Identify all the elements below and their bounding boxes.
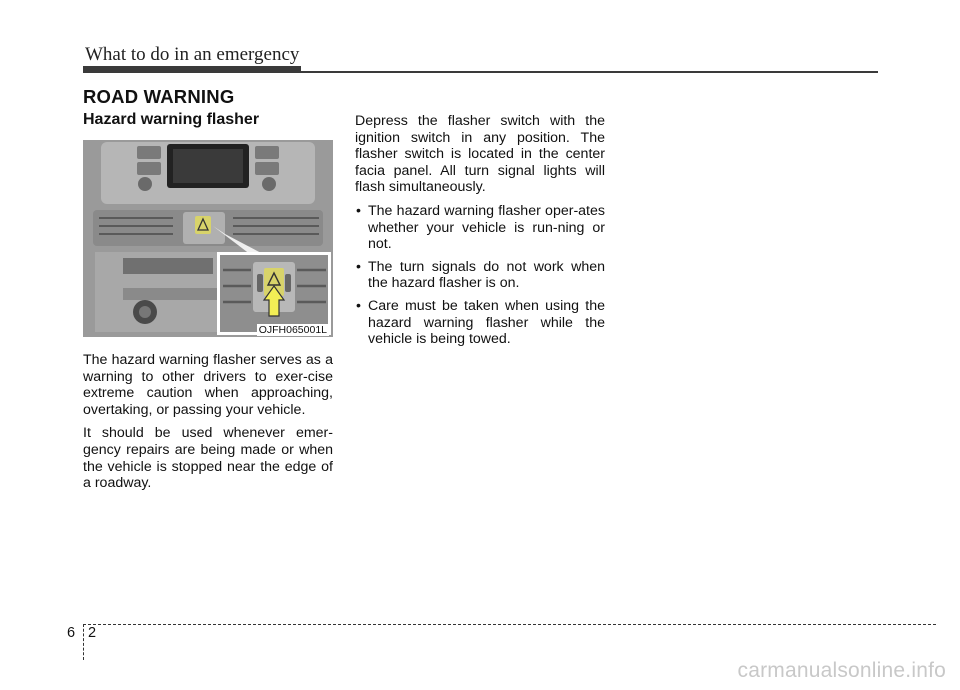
header-rule: [300, 71, 878, 73]
footer-rule: [83, 624, 936, 625]
subheading: Hazard warning flasher: [83, 111, 260, 128]
bullet-icon: •: [356, 202, 361, 219]
section-title: ROAD WARNING: [83, 86, 235, 107]
list-item-text: Care must be taken when using the hazard warning flasher while the vehicle is being towed.: [368, 297, 605, 348]
bullet-list: [355, 203, 605, 348]
list-item-text: The hazard warning flasher oper-ates whether your vehicle is run-ning or not.: [368, 202, 605, 253]
header-bar: [83, 66, 301, 73]
list-item: [355, 298, 605, 348]
watermark: carmanualsonline.info: [737, 659, 946, 682]
hazard-switch-figure: [83, 140, 333, 337]
running-head: What to do in an emergency: [85, 44, 300, 65]
page-number: 2: [88, 625, 97, 641]
intro-paragraph: Depress the flasher switch with the ignition switch in any position. The flasher switch is located in the center facia panel. All turn signal lights will flash simultaneously.: [355, 113, 605, 196]
bullet-icon: •: [356, 297, 361, 314]
paragraph: It should be used whenever emer-gency repairs are being made or when the vehicle is stopped near the edge of a roadway.: [83, 425, 333, 492]
list-item-text: The turn signals do not work when the hazard flasher is on.: [368, 258, 605, 292]
dashboard-illustration: [83, 140, 333, 337]
footer-divider: [83, 624, 84, 660]
paragraph: The hazard warning flasher serves as a warning to other drivers to exer-cise extreme caution when approaching, overtaking, or passing your vehicle.: [83, 352, 333, 418]
left-column: [83, 352, 333, 499]
figure-code: OJFH065001L: [258, 324, 327, 336]
bullet-icon: •: [356, 258, 361, 275]
chapter-number: 6: [67, 625, 76, 641]
list-item: [355, 259, 605, 292]
list-item: [355, 203, 605, 253]
right-column: [355, 113, 605, 354]
